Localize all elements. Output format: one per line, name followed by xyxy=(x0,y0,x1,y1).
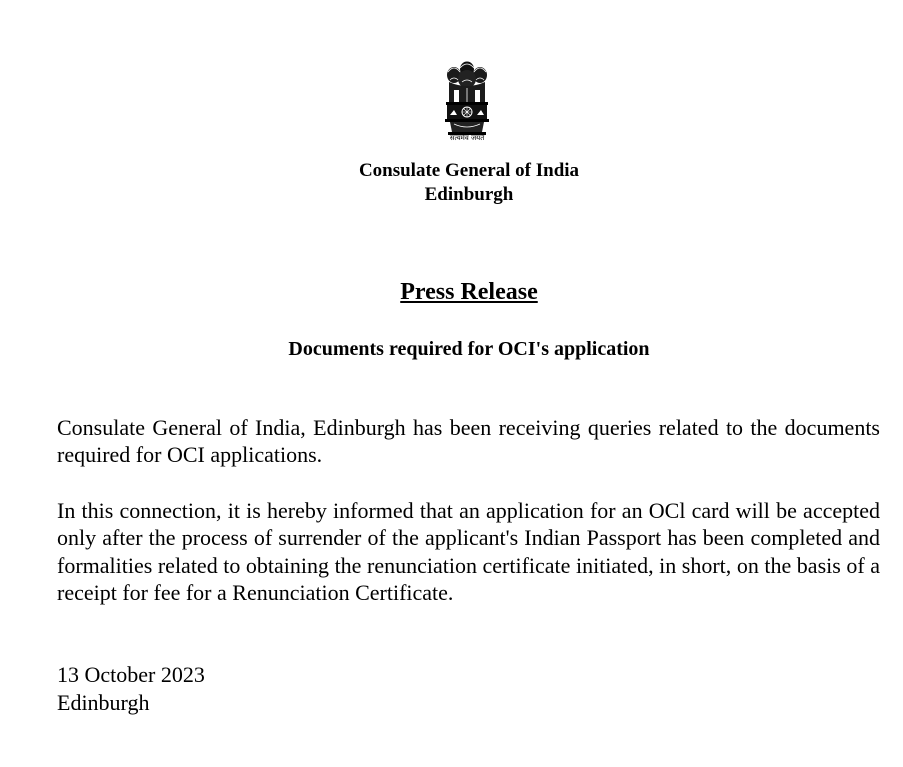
letterhead-organization xyxy=(0,159,903,207)
organization-name: Consulate General of India xyxy=(358,160,580,181)
signoff-block xyxy=(57,661,205,716)
organization-city: Edinburgh xyxy=(424,184,514,205)
document-title: Press Release xyxy=(400,279,538,305)
issue-date: 13 October 2023 xyxy=(57,662,205,687)
issue-place: Edinburgh xyxy=(57,689,150,715)
emblem-motto: सत्यमेव जयते xyxy=(449,134,485,142)
body-paragraph: Consulate General of India, Edinburgh has been receiving queries related to the documents required for OCI applications. xyxy=(57,415,880,468)
body-paragraph: In this connection, it is hereby informed that an application for an OCl card will be accepted only after the process of surrender of the applicant's Indian Passport has been completed and formalities related to obtaining the renunciation certificate initiated, in short, on the basis of a receipt for fee for a Renunciation Certificate. xyxy=(57,498,880,605)
document-subject: Documents required for OCI's application xyxy=(288,338,650,360)
